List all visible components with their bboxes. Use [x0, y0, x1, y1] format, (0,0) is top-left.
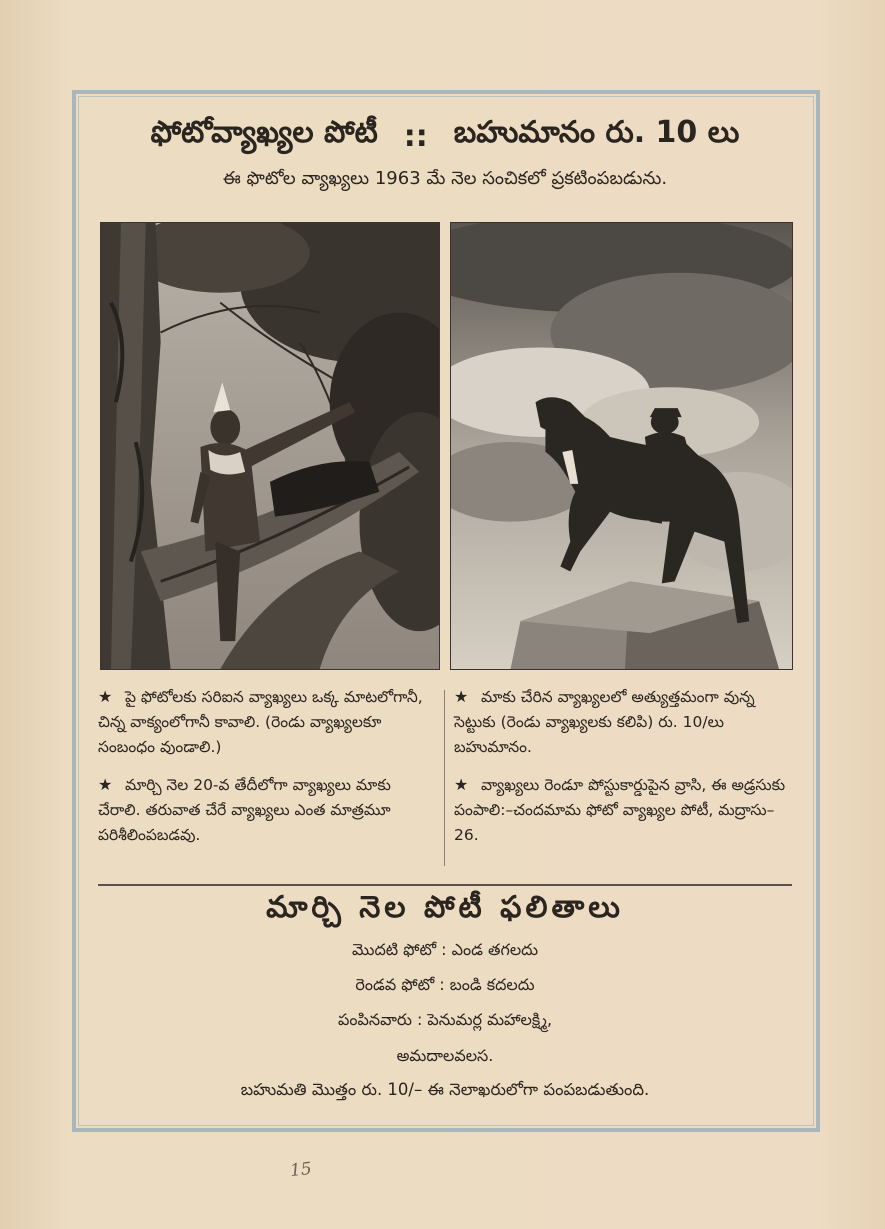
star-icon: ★ — [454, 687, 469, 706]
header-separator: :: — [403, 118, 428, 154]
rules-left-column — [98, 684, 438, 860]
star-icon: ★ — [454, 775, 469, 794]
rule-text: వ్యాఖ్యలు రెండూ పోస్టుకార్డుపైన వ్రాసి, ఈ అడ్రసుకు పంపాలి:–చందమామ ఫోటో వ్యాఖ్యల పోటీ, మద్రాసు–26. — [454, 776, 786, 844]
photo-forest-figure — [100, 222, 440, 670]
column-divider — [444, 690, 445, 866]
contest-header — [90, 112, 800, 160]
star-icon: ★ — [98, 687, 113, 706]
photo-equestrian-statue — [450, 222, 793, 670]
result-place: అమదాలవలస. — [396, 1046, 494, 1065]
rule-text: మార్చి నెల 20-వ తేదీలోగా వ్యాఖ్యలు మాకు చేరాలి. తరువాత చేరే వ్యాఖ్యలు ఎంత మాత్రమూ పరిశీలింపబడవు. — [98, 776, 391, 844]
publication-note: ఈ ఫొటోల వ్యాఖ్యలు 1963 మే నెల సంచికలో ప్రకటింపబడును. — [222, 168, 668, 189]
rule-item — [98, 684, 438, 760]
rule-item — [98, 772, 438, 848]
rule-text: మాకు చేరిన వ్యాఖ్యలలో అత్యుత్తమంగా వున్న సెట్టుకు (రెండు వ్యాఖ్యలకు కలిపి) రు. 10/లు బహుమానం. — [454, 688, 755, 756]
result-first-photo: మొదటి ఫోటో : ఎండ తగలదు — [351, 940, 539, 959]
rule-item — [454, 772, 794, 848]
contest-rules — [98, 684, 798, 876]
star-icon: ★ — [98, 775, 113, 794]
result-sender: పంపినవారు : పెనుమర్ల మహాలక్ష్మి, — [337, 1010, 553, 1029]
rules-right-column — [454, 684, 794, 860]
result-second-photo: రెండవ ఫోటో : బండి కదలదు — [355, 975, 535, 994]
rule-text: పై ఫోటోలకు సరిఐన వ్యాఖ్యలు ఒక్క మాటలోగానీ, చిన్న వాక్యంలోగానీ కావాలి. (రెండు వ్యాఖ్యలకూ సంబంధం వుండాలి.) — [98, 688, 423, 756]
rule-item — [454, 684, 794, 760]
section-divider — [98, 884, 792, 886]
contest-title: ఫోటోవ్యాఖ్యల పోటీ — [150, 115, 378, 150]
prize-amount: బహుమానం రు. 10 లు — [453, 115, 740, 150]
page-number: 15 — [289, 1158, 313, 1182]
result-prize-note: బహుమతి మొత్తం రు. 10/– ఈ నెలాఖరులోగా పంపబడుతుంది. — [240, 1080, 650, 1099]
results-title: మార్చి నెల పోటీ ఫలితాలు — [266, 890, 624, 925]
